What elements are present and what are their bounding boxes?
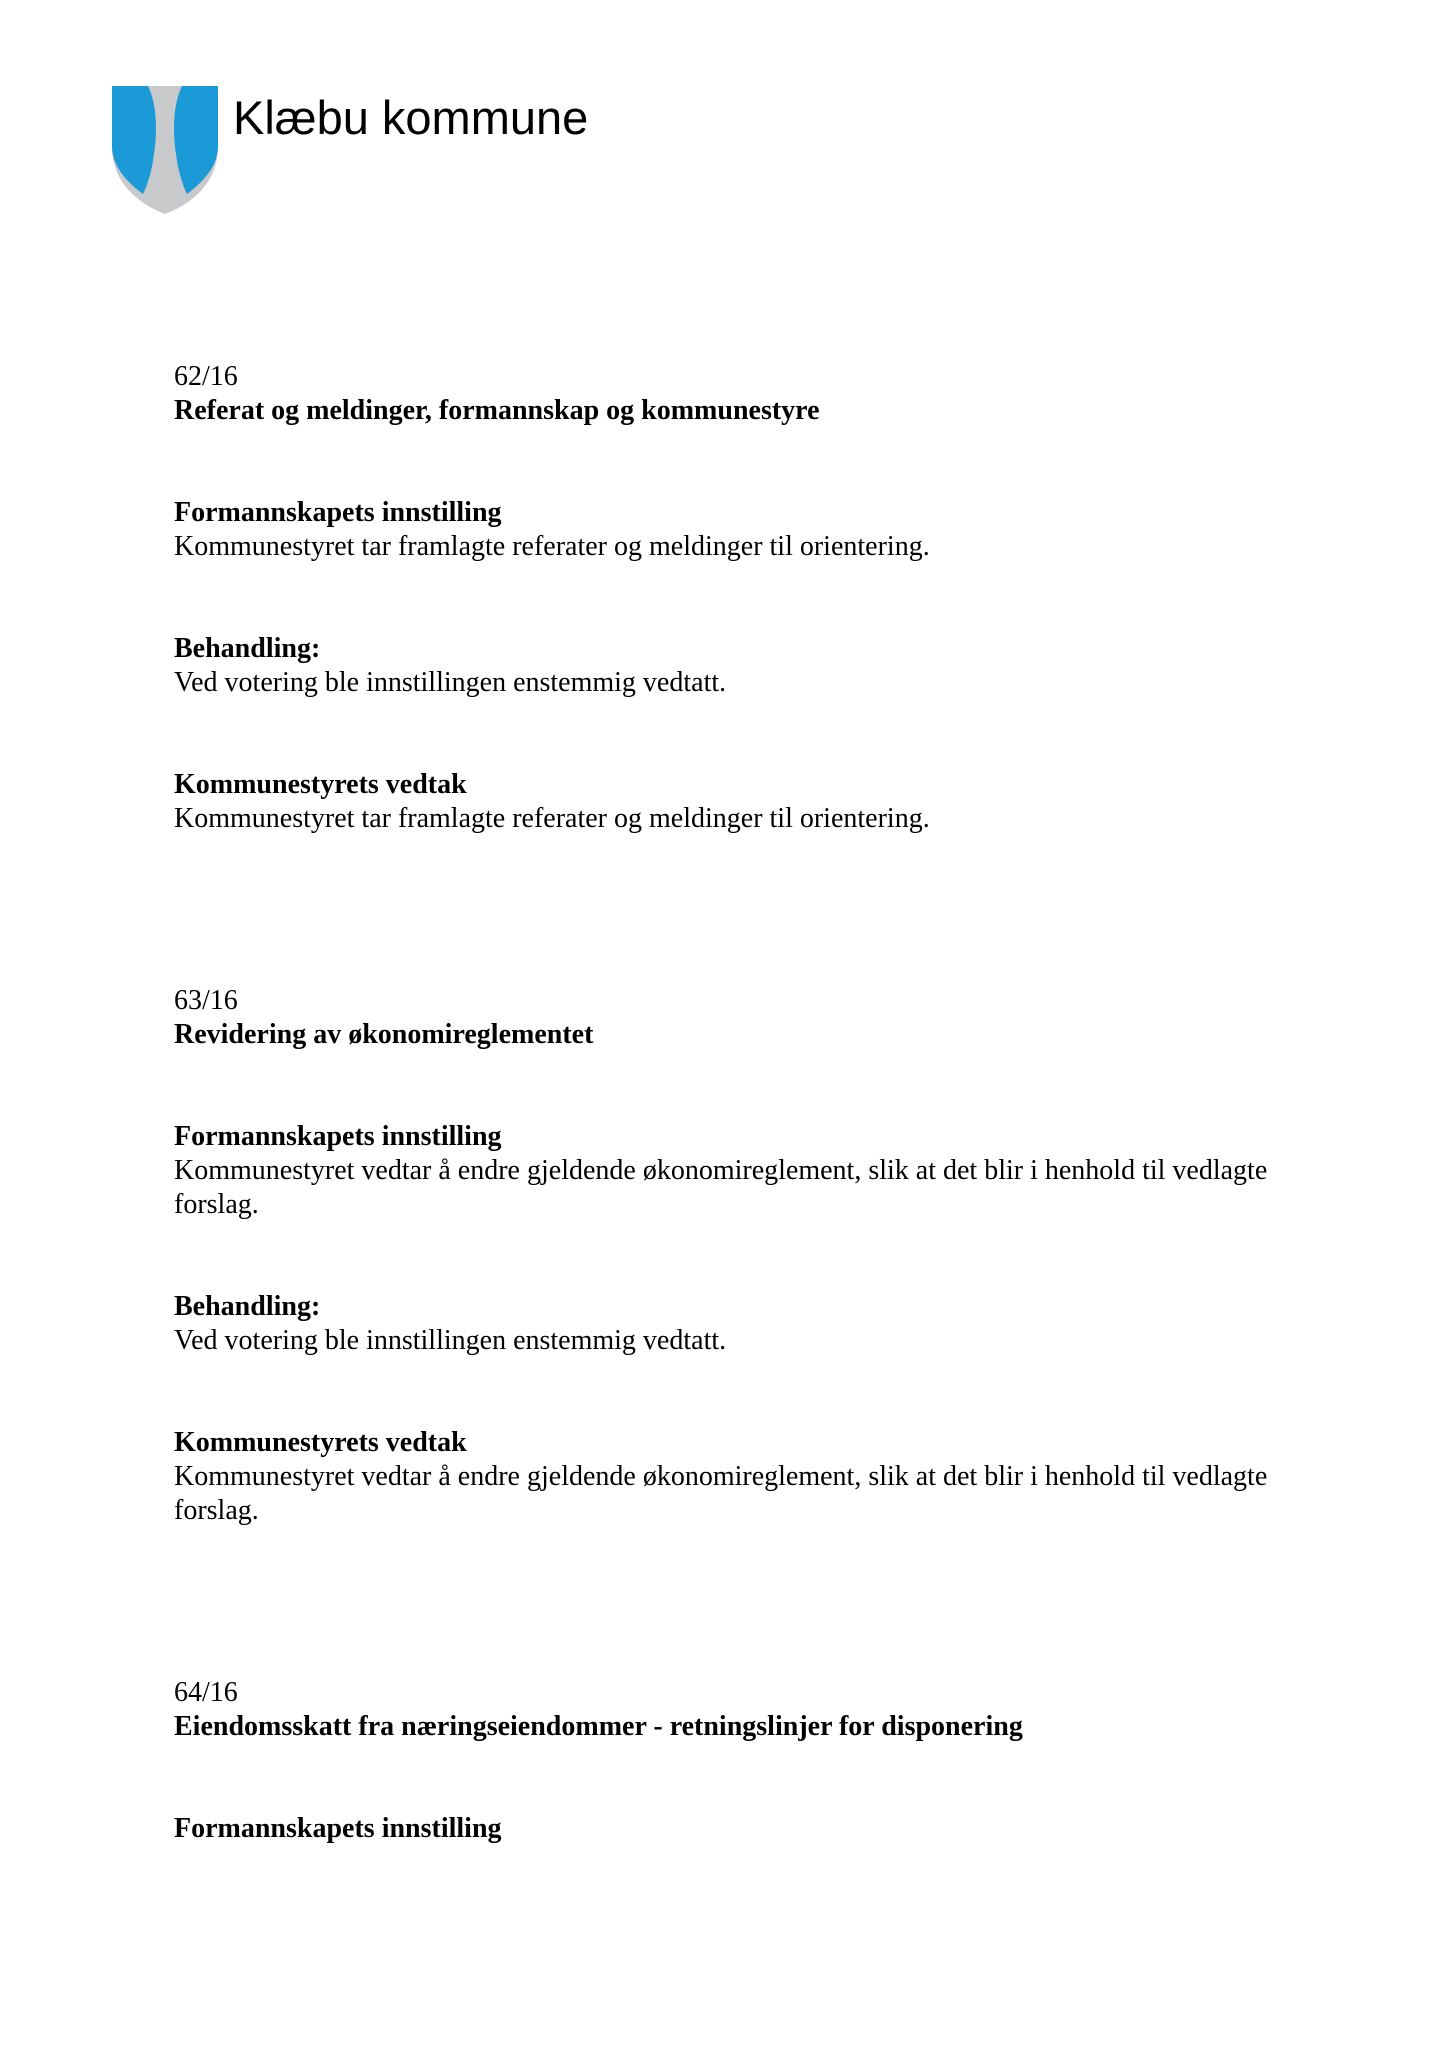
section-text: Kommunestyret tar framlagte referater og meldinger til orientering.: [174, 531, 930, 562]
section-heading: Kommunestyrets vedtak: [174, 1427, 467, 1458]
case-section: [174, 1812, 1294, 1846]
case-section: [174, 496, 1294, 564]
klaebu-coat-of-arms-icon: [110, 84, 220, 216]
case-title: Eiendomsskatt fra næringseiendommer - retningslinjer for disponering: [174, 1711, 1023, 1742]
document-body: [174, 360, 1294, 1846]
case-section: [174, 1290, 1294, 1358]
case-title: Revidering av økonomireglementet: [174, 1019, 594, 1050]
case-section: [174, 632, 1294, 700]
case-number: 63/16: [174, 985, 238, 1016]
case-item: [174, 1676, 1294, 1846]
section-text: Kommunestyret vedtar å endre gjeldende økonomireglement, slik at det blir i henhold til vedlagte forslag.: [174, 1461, 1268, 1526]
section-text: Kommunestyret tar framlagte referater og meldinger til orientering.: [174, 803, 930, 834]
case-number: 62/16: [174, 361, 238, 392]
section-heading: Kommunestyrets vedtak: [174, 769, 467, 800]
case-section: [174, 1120, 1294, 1222]
section-text: Ved votering ble innstillingen enstemmig vedtatt.: [174, 1325, 727, 1356]
section-heading: Behandling:: [174, 1291, 321, 1322]
section-heading: Formannskapets innstilling: [174, 1121, 502, 1152]
section-heading: Behandling:: [174, 633, 321, 664]
section-heading: Formannskapets innstilling: [174, 1813, 502, 1844]
case-section: [174, 768, 1294, 836]
section-text: Ved votering ble innstillingen enstemmig vedtatt.: [174, 667, 727, 698]
case-title: Referat og meldinger, formannskap og kommunestyre: [174, 395, 820, 426]
case-item: [174, 360, 1294, 836]
section-text: Kommunestyret vedtar å endre gjeldende økonomireglement, slik at det blir i henhold til vedlagte forslag.: [174, 1155, 1268, 1220]
organization-name: Klæbu kommune: [233, 91, 589, 144]
page-header: [0, 0, 1440, 240]
case-item: [174, 984, 1294, 1528]
section-heading: Formannskapets innstilling: [174, 497, 502, 528]
case-section: [174, 1426, 1294, 1528]
case-number: 64/16: [174, 1677, 238, 1708]
